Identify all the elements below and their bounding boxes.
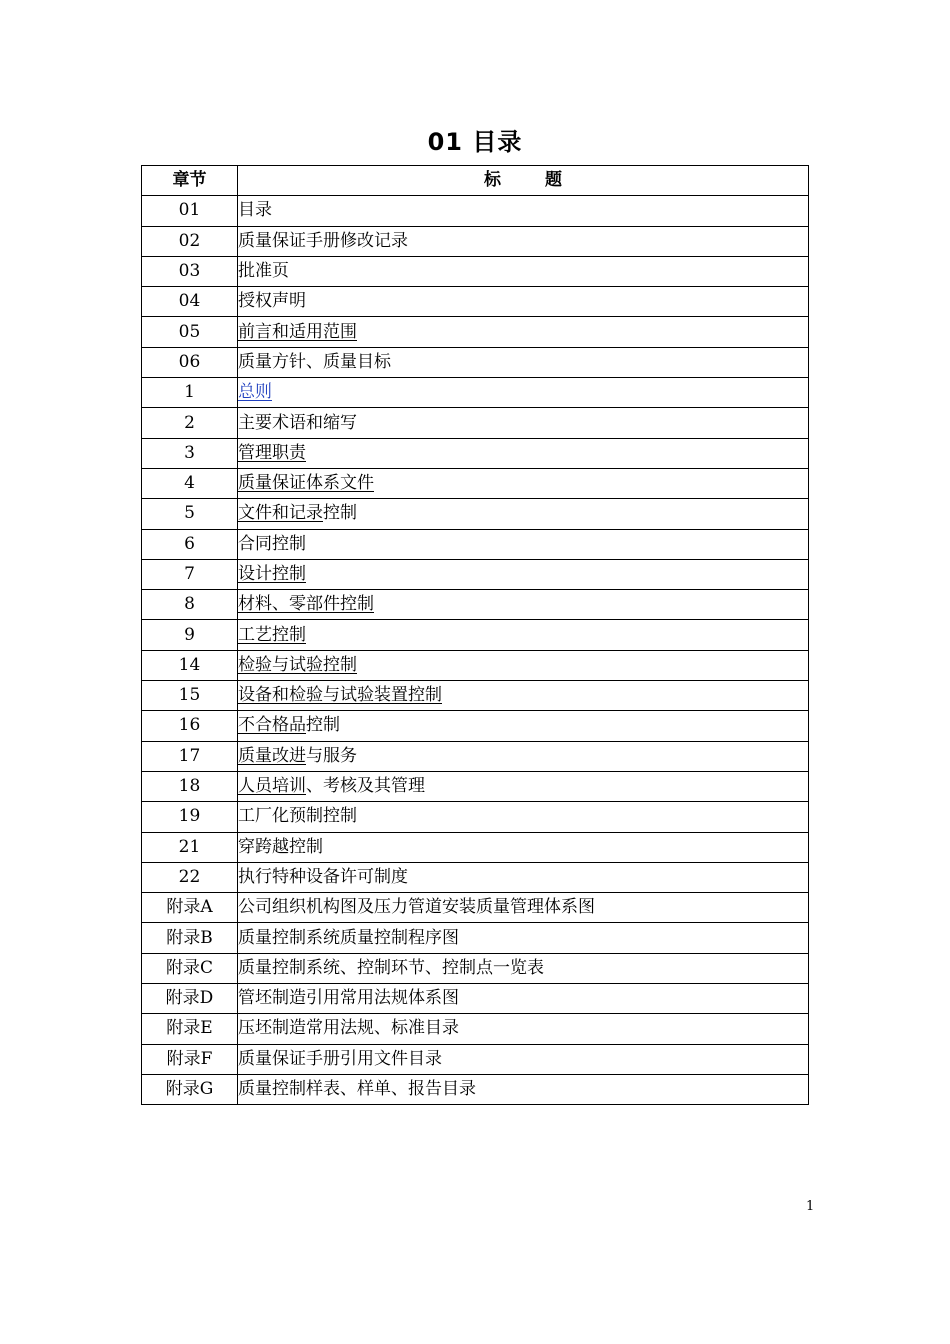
- chapter-title-text: 目录: [238, 200, 272, 221]
- chapter-title-text: 压坯制造常用法规、标准目录: [238, 1018, 459, 1039]
- page-title: 01 目录: [427, 128, 523, 156]
- chapter-title-underlined: 工艺控制: [238, 624, 306, 645]
- toc-row: [142, 923, 809, 953]
- title-header-text: 标 题: [484, 170, 562, 191]
- title-header: [238, 166, 809, 196]
- chapter-number: 19: [142, 802, 238, 832]
- toc-row: [142, 802, 809, 832]
- chapter-number: 附录G: [142, 1074, 238, 1104]
- chapter-title-text: 与服务: [306, 745, 357, 766]
- chapter-title-text: 授权声明: [238, 291, 306, 312]
- chapter-title: [238, 287, 809, 317]
- toc-row: [142, 953, 809, 983]
- chapter-title-text: 合同控制: [238, 533, 306, 554]
- chapter-title: [238, 499, 809, 529]
- chapter-title: [238, 923, 809, 953]
- chapter-number: 17: [142, 741, 238, 771]
- toc-row: [142, 1044, 809, 1074]
- toc-row: [142, 256, 809, 286]
- chapter-title: [238, 438, 809, 468]
- chapter-number: 16: [142, 711, 238, 741]
- toc-table: [141, 165, 809, 1105]
- chapter-number: 18: [142, 771, 238, 801]
- chapter-title-text: 管坯制造引用常用法规体系图: [238, 988, 459, 1009]
- chapter-title-underlined: 材料、零部件控制: [238, 594, 374, 615]
- chapter-title: [238, 1074, 809, 1104]
- chapter-number: 02: [142, 226, 238, 256]
- chapter-title: [238, 681, 809, 711]
- toc-row: [142, 1014, 809, 1044]
- chapter-number: 2: [142, 408, 238, 438]
- chapter-title: [238, 347, 809, 377]
- toc-row: [142, 347, 809, 377]
- chapter-title: [238, 408, 809, 438]
- chapter-title: [238, 741, 809, 771]
- chapter-number: 3: [142, 438, 238, 468]
- toc-row: [142, 468, 809, 498]
- chapter-number: 22: [142, 862, 238, 892]
- chapter-title-text: 质量控制样表、样单、报告目录: [238, 1079, 476, 1100]
- chapter-number: 9: [142, 620, 238, 650]
- chapter-title: [238, 590, 809, 620]
- chapter-number: 6: [142, 529, 238, 559]
- chapter-title: [238, 620, 809, 650]
- chapter-title: [238, 468, 809, 498]
- chapter-title: [238, 953, 809, 983]
- toc-row: [142, 650, 809, 680]
- chapter-title-link[interactable]: 总则: [238, 382, 272, 403]
- chapter-number: 21: [142, 832, 238, 862]
- toc-row: [142, 620, 809, 650]
- chapter-number: 14: [142, 650, 238, 680]
- chapter-title: [238, 559, 809, 589]
- chapter-title-text: 批准页: [238, 261, 289, 282]
- toc-row: [142, 590, 809, 620]
- chapter-number: 附录D: [142, 984, 238, 1014]
- chapter-number: 01: [142, 196, 238, 226]
- chapter-number: 8: [142, 590, 238, 620]
- toc-row: [142, 681, 809, 711]
- toc-row: [142, 559, 809, 589]
- toc-row: [142, 226, 809, 256]
- chapter-title-text: 工厂化预制控制: [238, 806, 357, 827]
- toc-row: [142, 408, 809, 438]
- toc-body: [142, 196, 809, 1105]
- chapter-title-underlined: 设备和检验与试验装置控制: [238, 685, 442, 706]
- chapter-title: [238, 256, 809, 286]
- chapter-title-underlined: 人员培训: [238, 776, 306, 797]
- chapter-title: [238, 529, 809, 559]
- chapter-title-text: 质量保证手册修改记录: [238, 230, 408, 251]
- chapter-title-text: 质量保证手册引用文件目录: [238, 1048, 442, 1069]
- chapter-number: 附录E: [142, 1014, 238, 1044]
- toc-row: [142, 499, 809, 529]
- chapter-title-underlined: 检验与试验控制: [238, 654, 357, 675]
- chapter-title-text: 控制: [323, 503, 357, 524]
- chapter-title-text: 质量方针、质量目标: [238, 351, 391, 372]
- chapter-title-underlined: 质量保证体系文件: [238, 473, 374, 494]
- toc-row: [142, 317, 809, 347]
- toc-row: [142, 862, 809, 892]
- chapter-title: [238, 226, 809, 256]
- chapter-title-text: 质量控制系统、控制环节、控制点一览表: [238, 957, 544, 978]
- chapter-number: 04: [142, 287, 238, 317]
- chapter-title-underlined: 不合格品: [238, 715, 306, 736]
- toc-row: [142, 529, 809, 559]
- toc-row: [142, 196, 809, 226]
- chapter-title: [238, 650, 809, 680]
- chapter-title-text: 公司组织机构图及压力管道安装质量管理体系图: [238, 897, 595, 918]
- toc-header-row: [142, 166, 809, 196]
- chapter-title-underlined: 前言和适用范围: [238, 321, 357, 342]
- chapter-title-text: 执行特种设备许可制度: [238, 866, 408, 887]
- chapter-number: 15: [142, 681, 238, 711]
- chapter-title-text: 质量控制系统质量控制程序图: [238, 927, 459, 948]
- chapter-number: 附录A: [142, 893, 238, 923]
- chapter-title: [238, 711, 809, 741]
- toc-row: [142, 287, 809, 317]
- chapter-number: 5: [142, 499, 238, 529]
- toc-row: [142, 1074, 809, 1104]
- chapter-title: [238, 196, 809, 226]
- chapter-number: 05: [142, 317, 238, 347]
- toc-row: [142, 741, 809, 771]
- toc-row: [142, 832, 809, 862]
- chapter-number: 1: [142, 378, 238, 408]
- chapter-number: 06: [142, 347, 238, 377]
- chapter-title: [238, 1044, 809, 1074]
- chapter-title: [238, 378, 809, 408]
- chapter-title: [238, 802, 809, 832]
- chapter-title-text: 控制: [306, 715, 340, 736]
- chapter-title-text: 主要术语和缩写: [238, 412, 357, 433]
- chapter-title: [238, 1014, 809, 1044]
- toc-row: [142, 984, 809, 1014]
- chapter-title-text: 、考核及其管理: [306, 776, 425, 797]
- toc-row: [142, 893, 809, 923]
- toc-row: [142, 771, 809, 801]
- chapter-title-text: 穿跨越控制: [238, 836, 323, 857]
- chapter-number: 附录B: [142, 923, 238, 953]
- chapter-title: [238, 832, 809, 862]
- chapter-number: 附录F: [142, 1044, 238, 1074]
- chapter-number: 03: [142, 256, 238, 286]
- chapter-title-underlined: 管理职责: [238, 442, 306, 463]
- chapter-title: [238, 984, 809, 1014]
- chapter-title-underlined: 设计控制: [238, 564, 306, 584]
- toc-row: [142, 378, 809, 408]
- chapter-number: 4: [142, 468, 238, 498]
- chapter-title: [238, 317, 809, 347]
- chapter-number: 附录C: [142, 953, 238, 983]
- chapter-title: [238, 771, 809, 801]
- chapter-title: [238, 862, 809, 892]
- page-number: 1: [806, 1199, 815, 1214]
- chapter-number: 7: [142, 559, 238, 589]
- chapter-header: 章节: [142, 166, 238, 196]
- chapter-title-underlined: 文件和记录: [238, 503, 323, 524]
- toc-row: [142, 438, 809, 468]
- chapter-title: [238, 893, 809, 923]
- chapter-title-underlined: 质量改进: [238, 745, 306, 766]
- toc-row: [142, 711, 809, 741]
